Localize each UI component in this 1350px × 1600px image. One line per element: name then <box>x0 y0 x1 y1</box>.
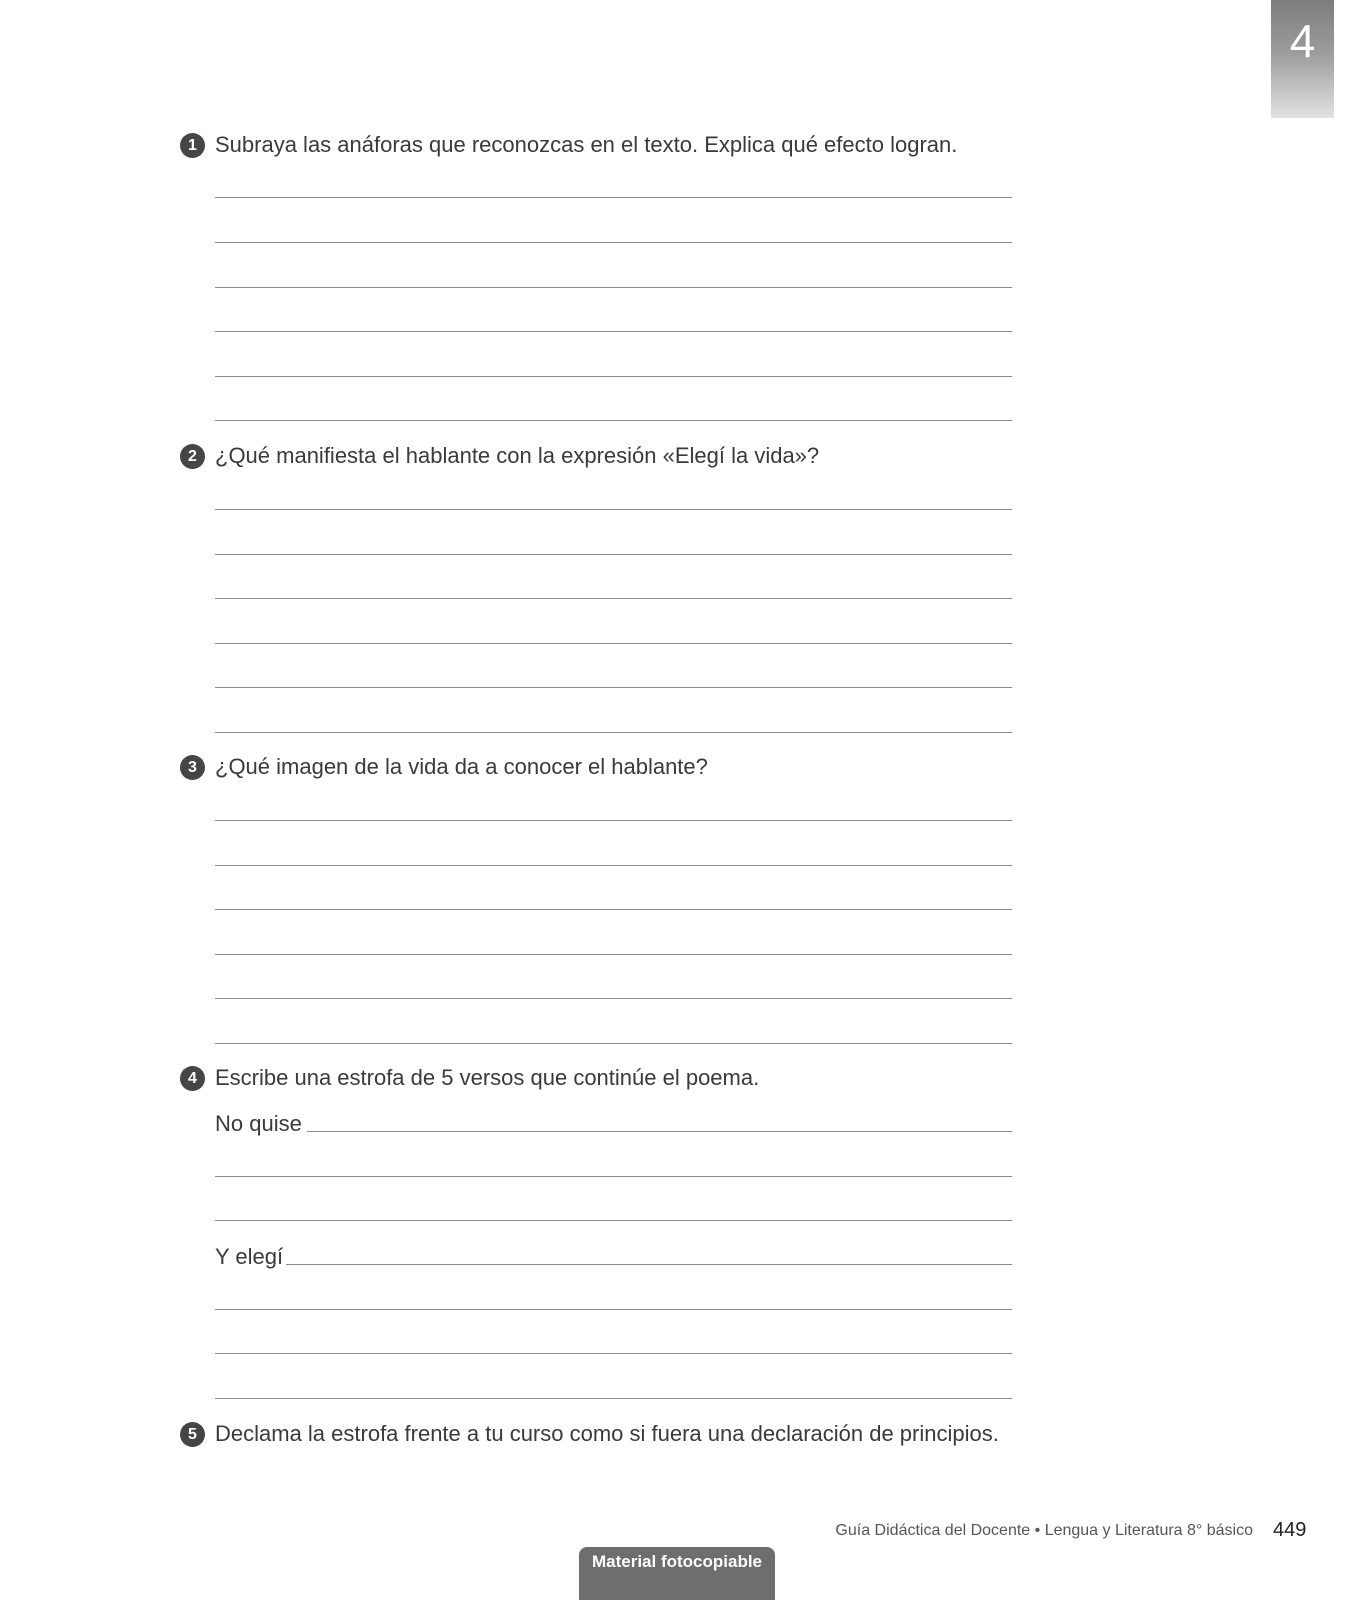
photocopy-label: Material fotocopiable <box>579 1547 775 1600</box>
answer-line[interactable] <box>215 242 1012 243</box>
answer-line[interactable] <box>215 820 1012 821</box>
answer-line[interactable] <box>215 998 1012 999</box>
answer-line[interactable] <box>215 1353 1012 1354</box>
question-number-badge: 3 <box>180 755 205 780</box>
answer-line[interactable] <box>215 1398 1012 1399</box>
answer-line[interactable] <box>215 732 1012 733</box>
question-number-badge: 5 <box>180 1422 205 1447</box>
answer-line[interactable] <box>215 1176 1012 1177</box>
answer-line[interactable] <box>215 909 1012 910</box>
answer-line[interactable] <box>215 554 1012 555</box>
answer-line[interactable] <box>307 1131 1012 1132</box>
answer-line[interactable] <box>215 376 1012 377</box>
answer-line[interactable] <box>215 643 1012 644</box>
answer-line[interactable] <box>215 865 1012 866</box>
verse-prefix: No quise <box>215 1111 302 1136</box>
answer-line[interactable] <box>215 287 1012 288</box>
answer-line[interactable] <box>215 687 1012 688</box>
answer-line[interactable] <box>215 1043 1012 1044</box>
answer-line[interactable] <box>215 420 1012 421</box>
answer-line[interactable] <box>215 1309 1012 1310</box>
question-text: Subraya las anáforas que reconozcas en el texto. Explica qué efecto logran. <box>215 132 958 157</box>
footer-credit: Guía Didáctica del Docente • Lengua y Literatura 8° básico <box>835 1522 1253 1539</box>
question-number-badge: 1 <box>180 133 205 158</box>
question-number-badge: 2 <box>180 444 205 469</box>
question-text: Escribe una estrofa de 5 versos que continúe el poema. <box>215 1065 760 1090</box>
answer-line[interactable] <box>215 331 1012 332</box>
unit-tab-number: 4 <box>1289 15 1316 67</box>
answer-line[interactable] <box>215 1220 1012 1221</box>
answer-line[interactable] <box>215 197 1012 198</box>
page-number: 449 <box>1273 1519 1307 1541</box>
verse-prefix: Y elegí <box>215 1244 284 1269</box>
answer-line[interactable] <box>286 1264 1012 1265</box>
unit-tab <box>1271 0 1334 118</box>
answer-line[interactable] <box>215 954 1012 955</box>
question-text: Declama la estrofa frente a tu curso como si fuera una declaración de principios. <box>215 1421 999 1446</box>
question-number-badge: 4 <box>180 1066 205 1091</box>
question-text: ¿Qué imagen de la vida da a conocer el hablante? <box>215 754 708 779</box>
question-text: ¿Qué manifiesta el hablante con la expresión «Elegí la vida»? <box>215 443 820 468</box>
answer-line[interactable] <box>215 509 1012 510</box>
answer-line[interactable] <box>215 598 1012 599</box>
